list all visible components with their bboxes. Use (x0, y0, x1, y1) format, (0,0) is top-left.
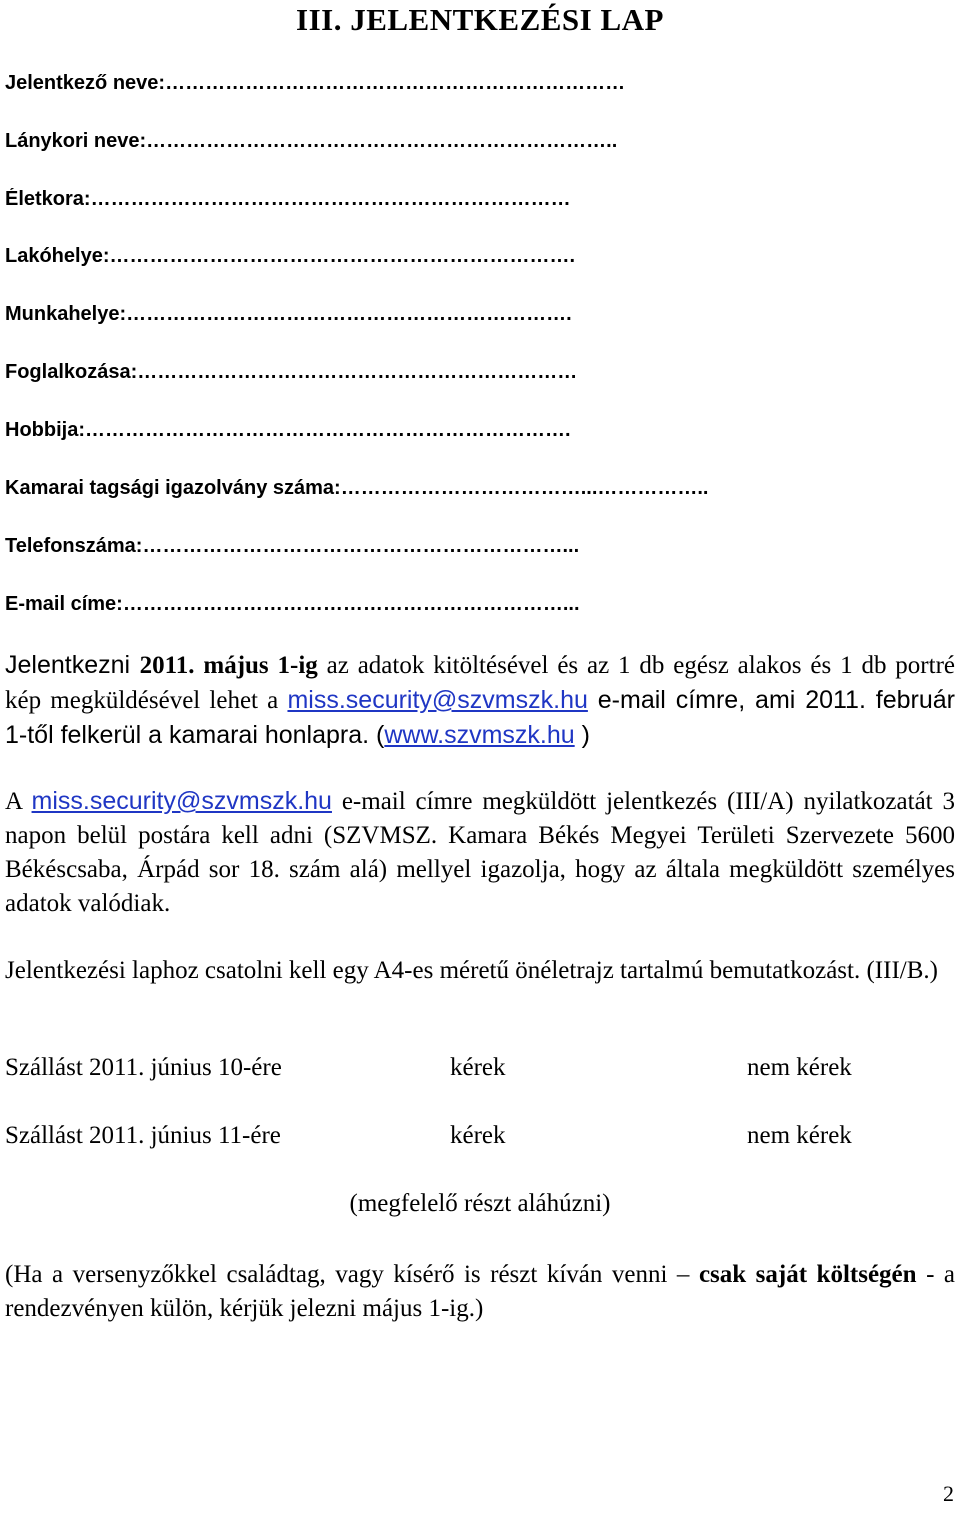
lodging-no-option: nem kérek (747, 1122, 852, 1149)
field-label: Hobbija: (5, 419, 85, 441)
lodging-yes-option: kérek (450, 1054, 506, 1081)
field-dots: …………………………………………………………... (122, 593, 580, 615)
email-link[interactable]: miss.security@szvmszk.hu (31, 787, 332, 815)
field-dots: …………………………………………………………… (165, 72, 626, 94)
field-label: E-mail címe: (5, 593, 123, 615)
field-dots: ……………………………………………………………. (109, 245, 576, 267)
lodging-label: Szállást 2011. június 10-ére (5, 1054, 282, 1081)
field-label: Telefonszáma: (5, 535, 143, 557)
field-maiden-name (5, 130, 940, 153)
lodging-yes-option: kérek (450, 1122, 506, 1149)
family-member-note: (Ha a versenyzőkkel családtag, vagy kísérő is részt kíván venni – csak saját költségén - a rendezvényen külön, kérjük jelezni május 1-ig.) (5, 1261, 955, 1322)
page-title: III. JELENTKEZÉSI LAP (296, 2, 664, 37)
field-label: Kamarai tagsági igazolvány száma: (5, 477, 341, 499)
field-label: Foglalkozása: (5, 361, 138, 383)
underline-note: (megfelelő részt aláhúzni) (349, 1190, 611, 1217)
application-instructions: Jelentkezni 2011. május 1-ig az adatok kitöltésével és az 1 db egész alakos és 1 db portré kép megküldésével lehet a miss.security@szvmszk.hu e-mail címre, ami 2011. február 1-től felkerül a kamarai honlapra. (www.szvmszk.hu ) (5, 651, 955, 749)
field-name (5, 72, 940, 95)
field-label: Életkora: (5, 188, 91, 210)
field-hobby (5, 419, 940, 442)
field-dots: …………………………………………………………….. (146, 130, 618, 152)
field-membership-card (5, 477, 940, 500)
lodging-no-option: nem kérek (747, 1054, 852, 1081)
field-dots: ………………………………………………………… (137, 361, 578, 383)
field-dots: ………………………………...…………….. (340, 477, 709, 499)
field-phone (5, 535, 940, 558)
field-dots: ………………………………………………………………. (85, 419, 571, 441)
email-link[interactable]: miss.security@szvmszk.hu (287, 686, 588, 714)
field-residence (5, 245, 940, 268)
field-label: Jelentkező neve: (5, 72, 166, 94)
field-label: Lakóhelye: (5, 245, 110, 267)
lodging-label: Szállást 2011. június 11-ére (5, 1122, 281, 1149)
field-label: Lánykori neve: (5, 130, 147, 152)
website-link[interactable]: www.szvmszk.hu (384, 721, 575, 749)
field-age (5, 188, 940, 211)
lodging-row-june-10 (5, 1054, 955, 1088)
field-workplace (5, 303, 940, 326)
declaration-instructions: A miss.security@szvmszk.hu e-mail címre megküldött jelentkezés (III/A) nyilatkozatát 3 napon belül postára kell adni (SZVMSZ. Kamara Békés Megyei Területi Szervezete 5600 Békéscsaba, Árpád sor 18. szám alá) mellyel igazolja, hogy az általa megküldött személyes adatok valódiak. (5, 787, 955, 917)
own-cost-text: csak saját költségén (698, 1261, 917, 1288)
field-occupation (5, 361, 940, 384)
field-dots: …………………………………………………………. (126, 303, 572, 325)
deadline-text: 2011. május 1-ig (139, 652, 318, 679)
field-dots: ……………………………………………………………… (90, 188, 571, 210)
page-number: 2 (943, 1481, 954, 1506)
attachment-instructions: Jelentkezési laphoz csatolni kell egy A4-es méretű önéletrajz tartalmú bemutatkozást. (III/B.) (5, 957, 938, 984)
field-email (5, 593, 940, 616)
field-label: Munkahelye: (5, 303, 127, 325)
lodging-row-june-11 (5, 1122, 955, 1156)
field-dots: ………………………………………………………... (142, 535, 580, 557)
